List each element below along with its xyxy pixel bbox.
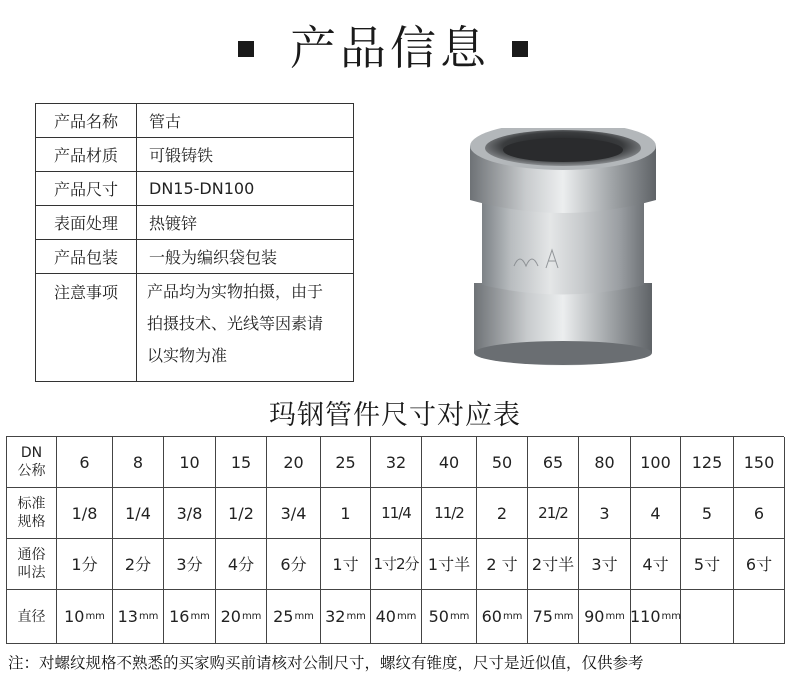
size-cell-value: 25 [335,452,356,472]
label-line: 通俗 [17,547,46,563]
size-cell [267,539,321,590]
size-cell-value: 2分 [124,554,152,574]
size-cell-unit: mm [346,611,366,622]
info-label: 产品包装 [36,240,137,274]
square-bullet-icon [238,41,254,57]
info-value: 热镀锌 [137,206,354,240]
size-cell [631,488,681,539]
note-line: 拍摄技术、光线等因素请 [147,314,324,333]
size-cell [579,539,631,590]
size-cell [267,488,321,539]
size-cell [267,437,321,488]
size-cell [321,488,371,539]
size-cell-value: 16 [169,607,190,626]
size-cell [579,590,631,644]
size-table-title: 玛钢管件尺寸对应表 [269,400,521,431]
size-cell-value: 6 [79,452,90,472]
size-row-label [7,437,57,488]
size-cell-unit: mm [190,611,210,622]
size-cell-value: 1寸2分 [373,554,419,573]
info-value: 一般为编织袋包装 [137,240,354,274]
size-cell [528,488,579,539]
size-cell [422,437,477,488]
info-label: 产品名称 [36,104,137,138]
size-cell-value: 80 [594,452,615,472]
size-cell [631,437,681,488]
size-cell-value: 4分 [227,554,255,574]
size-cell-value: 15 [230,452,252,472]
size-cell [631,539,681,590]
size-cell-value: 110 [629,607,661,626]
size-cell [164,488,216,539]
size-cell [734,590,785,644]
size-cell-unit: mm [396,611,417,622]
label-line: 直径 [17,608,46,625]
size-cell-value: 3/8 [176,503,203,523]
size-cell [216,539,267,590]
size-cell [528,590,579,644]
size-cell-unit: mm [502,611,523,622]
size-cell-value: 20 [283,452,304,472]
size-cell-unit: mm [241,611,262,622]
size-cell [734,488,785,539]
size-cell-value: 40 [438,452,460,472]
product-info-table [35,103,354,382]
size-cell-unit: mm [553,611,574,622]
size-cell [371,488,422,539]
label-line: 叫法 [17,565,46,581]
size-cell [477,539,528,590]
size-cell [216,488,267,539]
size-cell-value: 32 [385,452,407,472]
header [0,0,790,96]
info-row [36,172,354,206]
size-cell [57,488,113,539]
size-row-label-text [18,444,46,480]
size-cell [631,590,681,644]
info-row [36,138,354,172]
size-cell [267,590,321,644]
size-cell-value: 20 [220,607,241,626]
size-cell-unit: mm [661,611,682,622]
size-cell [164,437,216,488]
size-cell-value: 3 [599,503,610,523]
size-cell-value: 1寸 [332,554,359,574]
size-cell [681,590,734,644]
size-cell-unit: mm [138,611,159,622]
size-cell-value: 75 [532,607,553,626]
size-cell [528,437,579,488]
size-cell-value: 100 [640,452,671,472]
size-cell-value: 1分 [71,554,98,574]
size-cell-value: 50 [428,607,449,626]
size-cell-value: 1寸半 [427,554,471,574]
size-cell [681,488,734,539]
size-cell-value: 150 [743,452,775,472]
size-row-label [7,539,57,590]
size-row-label-text [18,546,46,582]
page-title: 产品信息 [290,21,490,75]
size-cell [579,437,631,488]
size-cell [164,590,216,644]
size-cell-value: 2 [496,503,508,523]
size-cell-value: 8 [132,452,144,472]
size-cell-value: 6 [753,503,765,523]
info-row [36,240,354,274]
size-cell-unit: mm [294,611,314,622]
size-cell-unit: mm [85,611,105,622]
info-label: 表面处理 [36,206,137,240]
size-cell-value: 2 寸 [486,554,518,574]
size-cell-value: 4寸 [642,554,669,574]
size-cell-value: 65 [542,452,564,472]
size-cell [579,488,631,539]
size-cell [57,539,113,590]
size-cell [164,539,216,590]
size-cell-value: 10 [64,607,85,626]
size-cell [216,437,267,488]
size-cell [113,488,164,539]
size-cell [477,437,528,488]
footnote: 注：对螺纹规格不熟悉的买家购买前请核对公制尺寸，螺纹有锥度，尺寸是近似值，仅供参考 [8,654,644,672]
info-value: DN15-DN100 [137,172,354,206]
label-line: 规格 [17,514,46,530]
size-cell-value: 10 [179,452,200,472]
size-cell [321,437,371,488]
size-table [6,436,784,644]
size-cell [113,539,164,590]
size-cell [321,590,371,644]
size-cell [216,590,267,644]
size-cell-value: 3寸 [591,554,618,574]
size-cell-value: 50 [491,452,513,472]
info-value: 可锻铸铁 [137,138,354,172]
size-cell-value: 6寸 [745,554,773,574]
size-cell-value: 21/2 [538,503,568,522]
size-cell-value: 6分 [280,554,307,574]
size-cell-value: 3分 [176,554,203,574]
size-cell-value: 90 [584,607,605,626]
size-cell [57,590,113,644]
size-row-label-text [18,495,46,531]
size-row-label-text [18,608,46,626]
size-cell [57,437,113,488]
square-bullet-icon [512,41,528,57]
size-cell [422,539,477,590]
size-cell-value: 60 [481,607,502,626]
size-cell-value: 32 [325,607,346,626]
info-row [36,274,354,382]
size-cell [371,590,422,644]
note-line: 产品均为实物拍摄，由于 [147,282,324,301]
label-line: DN [20,445,43,461]
size-cell [113,590,164,644]
size-cell-value: 40 [375,607,396,626]
size-cell-unit: mm [449,611,470,622]
info-label: 产品材质 [36,138,137,172]
info-row [36,206,354,240]
size-cell-value: 11/2 [434,503,464,522]
size-cell-value: 4 [650,503,661,523]
size-cell [321,539,371,590]
size-cell-value: 1/2 [228,503,254,523]
info-label: 注意事项 [36,274,137,382]
size-cell [734,437,785,488]
size-cell-value: 3/4 [280,503,307,523]
pipe-coupling-image [462,128,664,368]
note-line: 以实物为准 [147,346,228,365]
size-cell [477,488,528,539]
size-cell-value: 1/8 [71,503,98,523]
info-row [36,104,354,138]
size-cell-value: 11/4 [381,503,411,522]
size-row-label [7,488,57,539]
size-cell-value: 2寸半 [531,554,575,574]
size-cell-value: 25 [273,607,294,626]
size-cell [528,539,579,590]
size-cell [477,590,528,644]
info-value: 管古 [137,104,354,138]
size-cell [681,437,734,488]
size-cell-value: 13 [117,607,138,626]
size-cell [422,590,477,644]
size-cell [681,539,734,590]
size-cell [422,488,477,539]
size-cell [371,437,422,488]
size-cell [371,539,422,590]
size-cell [113,437,164,488]
label-line: 公称 [17,463,46,479]
size-row-label [7,590,57,644]
size-cell-value: 1/4 [125,503,151,523]
info-label: 产品尺寸 [36,172,137,206]
size-cell-value: 1 [340,503,351,523]
label-line: 标准 [17,496,46,512]
size-cell [734,539,785,590]
size-cell-value: 5 [701,503,713,523]
size-cell-value: 125 [691,452,723,472]
size-cell-value: 5寸 [693,554,721,574]
size-cell-unit: mm [605,611,625,622]
info-note-value [137,274,354,382]
